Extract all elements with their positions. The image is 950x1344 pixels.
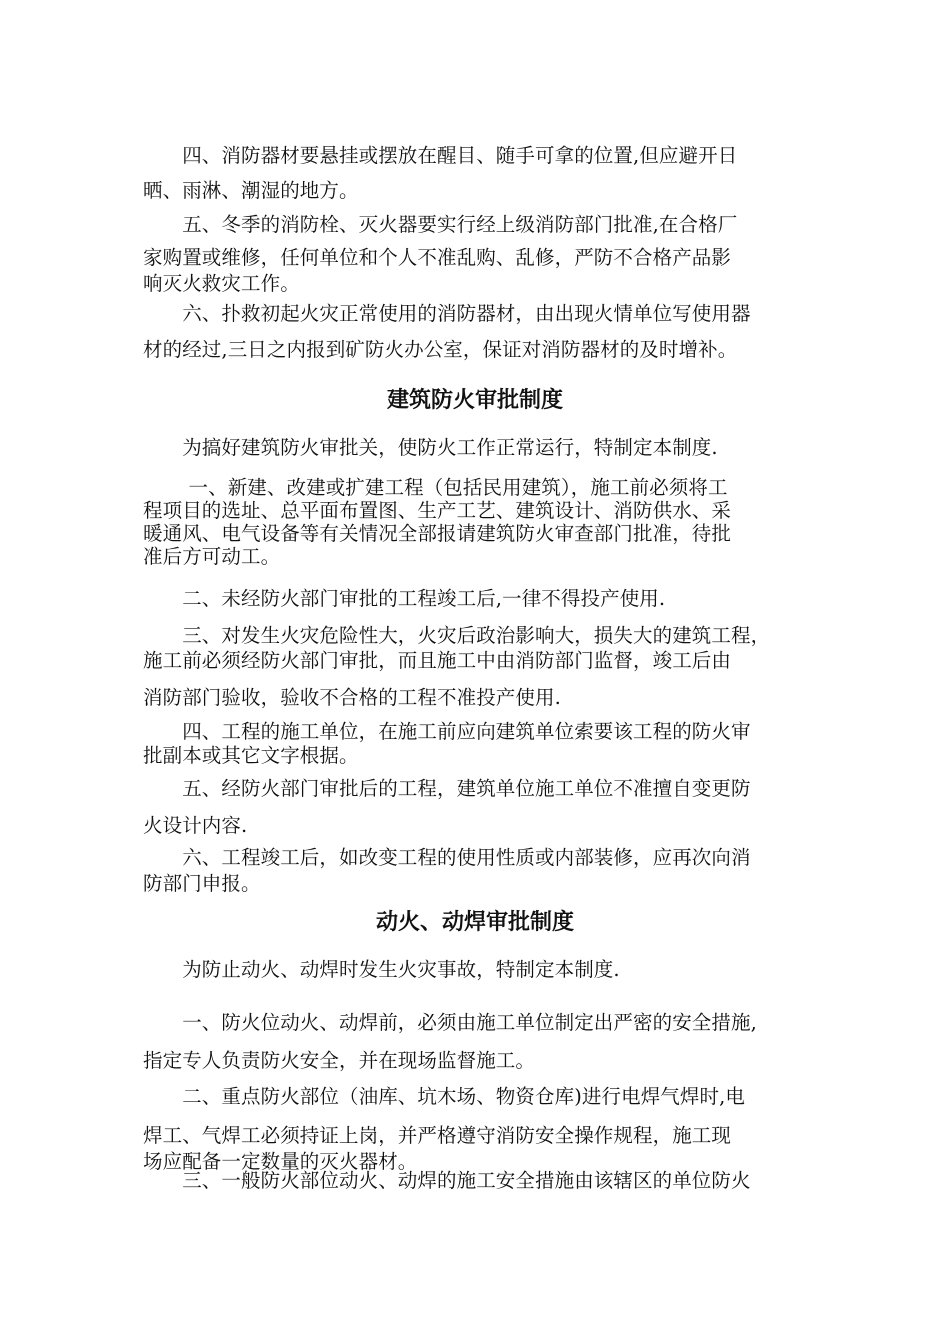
text-line: 五、冬季的消防栓、灭火器要实行经上级消防部门批准,在合格厂 <box>143 213 738 236</box>
text-line: 指定专人负责防火安全，并在现场监督施工。 <box>143 1049 536 1072</box>
text-line: 场应配备一定数量的灭火器材。 <box>143 1150 418 1173</box>
text-line: 三、一般防火部位动火、动焊的施工安全措施由该辖区的单位防火 <box>143 1169 751 1192</box>
text-line: 二、未经防火部门审批的工程竣工后,一律不得投产使用. <box>143 587 666 610</box>
paragraph-intro <box>143 434 808 462</box>
text-line: 防部门申报。 <box>143 872 261 895</box>
text-line: 六、扑救初起火灾正常使用的消防器材，由出现火情单位写使用器 <box>143 302 751 325</box>
section-title: 建筑防火审批制度 <box>386 388 563 413</box>
text-line: 消防部门验收，验收不合格的工程不准投产使用. <box>143 686 561 709</box>
text-line: 三、对发生火灾危险性大，火灾后政治影响大，损失大的建筑工程， <box>143 624 771 647</box>
paragraph-after-completion <box>143 845 808 897</box>
text-line: 六、工程竣工后，如改变工程的使用性质或内部装修，应再次向消 <box>143 846 751 869</box>
text-line: 材的经过,三日之内报到矿防火办公室，保证对消防器材的及时增补。 <box>143 338 738 361</box>
text-line: 焊工、气焊工必须持证上岗，并严格遵守消防安全操作规程，施工现 <box>143 1124 732 1147</box>
text-line: 二、重点防火部位（油库、坑木场、物资仓库)进行电焊气焊时,电 <box>143 1085 746 1108</box>
paragraph-no-change <box>143 770 808 844</box>
paragraph-no-approval <box>143 585 808 613</box>
paragraph-new-construction <box>143 476 808 568</box>
paragraph-intro <box>143 956 808 984</box>
paragraph-winter-equipment <box>143 208 808 294</box>
text-line: 一、防火位动火、动焊前，必须由施工单位制定出严密的安全措施, <box>143 1011 757 1034</box>
text-line: 家购置或维修，任何单位和个人不准乱购、乱修，严防不合格产品影 <box>143 246 732 269</box>
paragraph-high-risk <box>143 623 808 710</box>
paragraph-equipment-report <box>143 296 808 368</box>
paragraph-general-areas <box>143 1166 808 1196</box>
text-line: 一、新建、改建或扩建工程（包括民用建筑），施工前必须将工 <box>143 476 728 499</box>
text-line: 程项目的选址、总平面布置图、生产工艺、建筑设计、消防供水、采 <box>143 499 732 522</box>
paragraph-safety-measures <box>143 1004 808 1080</box>
section-title: 动火、动焊审批制度 <box>375 910 574 935</box>
text-line: 四、消防器材要悬挂或摆放在醒目、随手可拿的位置,但应避开日 <box>143 144 738 167</box>
paragraph-construction-unit <box>143 720 808 768</box>
text-line: 晒、雨淋、潮湿的地方。 <box>143 179 359 202</box>
paragraph-key-areas <box>143 1080 808 1172</box>
text-line: 为防止动火、动焊时发生火灾事故，特制定本制度. <box>143 958 620 981</box>
text-line: 暖通风、电气设备等有关情况全部报请建筑防火审查部门批准，待批 <box>143 522 732 545</box>
text-line: 为搞好建筑防火审批关，使防火工作正常运行，特制定本制度. <box>143 436 718 459</box>
text-line: 准后方可动工。 <box>143 545 281 568</box>
text-line: 施工前必须经防火部门审批，而且施工中由消防部门监督，竣工后由 <box>143 649 732 672</box>
text-line: 四、工程的施工单位，在施工前应向建筑单位索要该工程的防火审 <box>143 720 751 743</box>
text-line: 响灭火救灾工作。 <box>143 272 300 295</box>
text-line: 批副本或其它文字根据。 <box>143 744 359 767</box>
text-line: 五、经防火部门审批后的工程，建筑单位施工单位不准擅自变更防 <box>143 777 751 800</box>
paragraph-equipment-placement <box>143 138 808 208</box>
text-line: 火设计内容. <box>143 814 248 837</box>
